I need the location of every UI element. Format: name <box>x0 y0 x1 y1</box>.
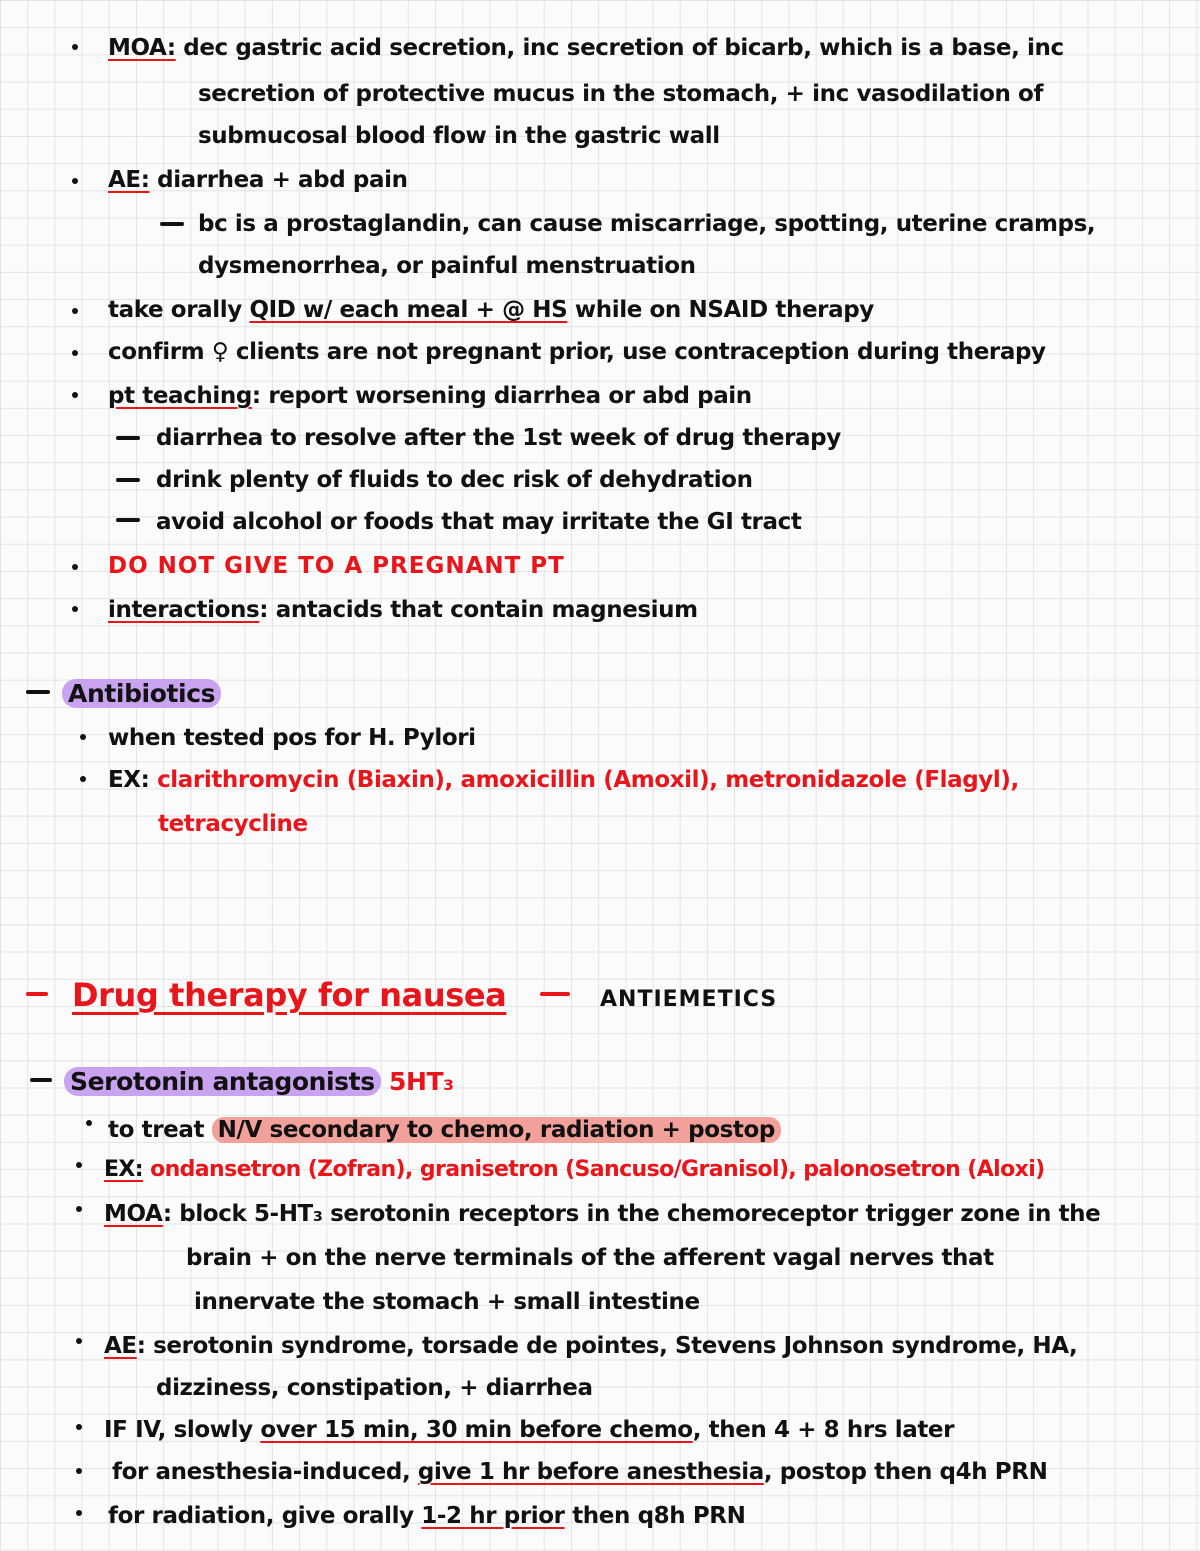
ae-line <box>108 166 408 194</box>
serotonin-ae-line-2: dizziness, constipation, + diarrhea <box>156 1375 593 1401</box>
serotonin-heading: Serotonin antagonists <box>64 1067 381 1096</box>
serotonin-ae-line <box>104 1332 1077 1360</box>
treat-line <box>108 1116 781 1144</box>
pt-sub-3: avoid alcohol or foods that may irritate the GI tract <box>156 509 802 535</box>
radiation-underlined: 1-2 hr prior <box>421 1503 565 1529</box>
bullet <box>72 564 78 570</box>
moa-label: MOA: <box>108 35 176 61</box>
pt-sub-1: diarrhea to resolve after the 1st week of drug therapy <box>156 425 841 451</box>
section-dash <box>30 1078 52 1082</box>
bullet <box>80 734 86 740</box>
iv-pre: IF IV, slowly <box>104 1417 261 1443</box>
iv-post: , then 4 + 8 hrs later <box>692 1417 955 1443</box>
anesthesia-post: , postop then q4h PRN <box>763 1459 1048 1485</box>
antibiotics-title: Antibiotics <box>62 679 221 708</box>
bullet <box>72 350 78 356</box>
bullet <box>76 1162 82 1168</box>
bullet <box>72 308 78 314</box>
ae-label: AE: <box>108 167 150 193</box>
ae-sub-1: bc is a prostaglandin, can cause miscarriage, spotting, uterine cramps, <box>198 211 1096 237</box>
serotonin-moa-label: MOA <box>104 1201 163 1227</box>
serotonin-ex-label: EX: <box>104 1157 143 1182</box>
bullet <box>80 776 86 782</box>
sub-dash <box>116 436 140 440</box>
bullet <box>72 178 78 184</box>
interactions-label: interactions <box>108 597 260 623</box>
bullet <box>72 44 78 50</box>
serotonin-ae-text: : serotonin syndrome, torsade de pointes, Stevens Johnson syndrome, HA, <box>136 1333 1078 1359</box>
pt-teaching-text: : report worsening diarrhea or abd pain <box>251 383 752 409</box>
serotonin-ex-line <box>104 1156 1045 1184</box>
bullet <box>72 392 78 398</box>
antibiotics-ex-label: EX: <box>108 767 150 793</box>
sub-dash <box>116 478 140 482</box>
antibiotics-when: when tested pos for H. Pylori <box>108 725 476 751</box>
serotonin-ae-label: AE <box>104 1333 137 1359</box>
section-dash <box>26 690 50 694</box>
nausea-tag: ANTIEMETICS <box>600 987 778 1012</box>
heading-dash <box>540 992 570 996</box>
sub-dash <box>116 518 140 522</box>
sub-dash <box>160 222 184 226</box>
iv-line <box>104 1416 954 1444</box>
serotonin-tag: 5HT₃ <box>389 1067 454 1096</box>
heading-dash <box>26 992 48 996</box>
pt-sub-2: drink plenty of fluids to dec risk of dehydration <box>156 467 753 493</box>
pt-teaching-line <box>108 382 752 410</box>
take-line <box>108 296 874 324</box>
iv-underlined: over 15 min, 30 min before chemo <box>260 1417 693 1443</box>
bullet <box>86 1120 92 1126</box>
serotonin-ex-text: ondansetron (Zofran), granisetron (Sancuso/Granisol), palonosetron (Aloxi) <box>150 1157 1045 1182</box>
anesthesia-pre: for anesthesia-induced, <box>112 1459 418 1485</box>
serotonin-moa-text: : block 5-HT₃ serotonin receptors in the chemoreceptor trigger zone in the <box>162 1201 1101 1227</box>
radiation-line <box>108 1502 745 1530</box>
pt-teaching-label: pt teaching <box>108 383 252 409</box>
take-underlined: QID w/ each meal + @ HS <box>249 297 568 323</box>
antibiotics-ex-line-2: tetracycline <box>158 811 308 837</box>
serotonin-moa-line <box>104 1200 1100 1228</box>
interactions-line <box>108 596 698 624</box>
anesthesia-line <box>112 1458 1047 1486</box>
serotonin-moa-line-2: brain + on the nerve terminals of the afferent vagal nerves that <box>186 1245 994 1271</box>
radiation-pre: for radiation, give orally <box>108 1503 422 1529</box>
bullet <box>76 1206 82 1212</box>
bullet <box>72 606 78 612</box>
moa-line-1 <box>108 34 1064 62</box>
interactions-text: : antacids that contain magnesium <box>259 597 698 623</box>
treat-pre: to treat <box>108 1117 212 1143</box>
moa-text: dec gastric acid secretion, inc secretion of bicarb, which is a base, inc <box>183 35 1064 61</box>
take-pre: take orally <box>108 297 250 323</box>
anesthesia-underlined: give 1 hr before anesthesia <box>417 1459 764 1485</box>
bullet <box>76 1510 82 1516</box>
moa-line-3: submucosal blood flow in the gastric wall <box>198 123 720 149</box>
antibiotics-ex-text: clarithromycin (Biaxin), amoxicillin (Amoxil), metronidazole (Flagyl), <box>157 767 1019 793</box>
serotonin-heading-line <box>64 1066 454 1098</box>
ae-sub-2: dysmenorrhea, or painful menstruation <box>198 253 696 279</box>
bullet <box>76 1424 82 1430</box>
antibiotics-ex-line <box>108 766 1019 794</box>
confirm-line: confirm ♀ clients are not pregnant prior, use contraception during therapy <box>108 339 1046 365</box>
antibiotics-heading <box>62 678 221 710</box>
serotonin-moa-line-3: innervate the stomach + small intestine <box>194 1289 700 1315</box>
moa-line-2: secretion of protective mucus in the stomach, + inc vasodilation of <box>198 81 1044 107</box>
treat-highlight: N/V secondary to chemo, radiation + postop <box>212 1117 781 1143</box>
bullet <box>76 1468 82 1474</box>
radiation-post: then q8h PRN <box>564 1503 746 1529</box>
nausea-heading: Drug therapy for nausea <box>72 976 507 1014</box>
take-post: while on NSAID therapy <box>567 297 874 323</box>
bullet <box>76 1338 82 1344</box>
nausea-heading-line <box>72 976 506 1014</box>
ae-text: diarrhea + abd pain <box>157 167 408 193</box>
pregnancy-warning: DO NOT GIVE TO A PREGNANT PT <box>108 553 565 579</box>
